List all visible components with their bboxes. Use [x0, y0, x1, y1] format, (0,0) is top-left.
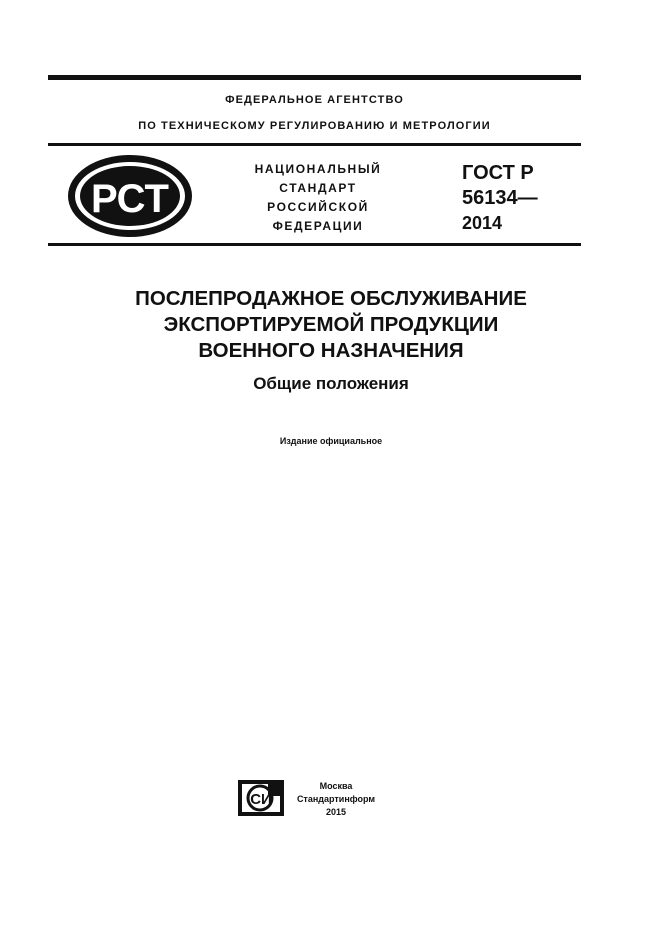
publisher-year: 2015	[325, 807, 347, 817]
document-subtitle: Общие положения	[253, 374, 409, 393]
agency-name-line-2: ПО ТЕХНИЧЕСКОМУ РЕГУЛИРОВАНИЮ И МЕТРОЛОГИИ	[138, 120, 491, 132]
publisher-name: Стандартинформ	[296, 794, 376, 804]
middle-rule	[48, 143, 581, 146]
rst-logo-icon	[66, 153, 194, 239]
publisher-info	[286, 780, 386, 819]
standard-code	[462, 161, 538, 236]
document-title	[48, 286, 614, 364]
rst-logo-text: РСТ	[90, 177, 170, 221]
top-rule	[48, 75, 581, 80]
edition-label: Издание официальное	[279, 436, 383, 446]
bottom-rule	[48, 243, 581, 246]
standard-code-year: 2014	[462, 213, 503, 233]
national-standard-line: СТАНДАРТ	[279, 181, 357, 195]
document-title-line: ПОСЛЕПРОДАЖНОЕ ОБСЛУЖИВАНИЕ	[135, 287, 527, 310]
document-title-line: ВОЕННОГО НАЗНАЧЕНИЯ	[198, 339, 464, 362]
national-standard-line: ФЕДЕРАЦИИ	[272, 219, 364, 233]
national-standard-line: НАЦИОНАЛЬНЫЙ	[254, 162, 382, 176]
agency-name-line-1: ФЕДЕРАЛЬНОЕ АГЕНТСТВО	[225, 94, 404, 106]
standartinform-logo-text: СИ	[250, 791, 272, 808]
national-standard-label	[228, 160, 408, 236]
standartinform-logo-icon	[238, 780, 284, 816]
document-title-line: ЭКСПОРТИРУЕМОЙ ПРОДУКЦИИ	[163, 313, 499, 336]
publisher-city: Москва	[319, 781, 353, 791]
standard-code-number: 56134—	[462, 187, 538, 209]
standard-code-prefix: ГОСТ Р	[462, 162, 534, 184]
national-standard-line: РОССИЙСКОЙ	[267, 200, 369, 214]
